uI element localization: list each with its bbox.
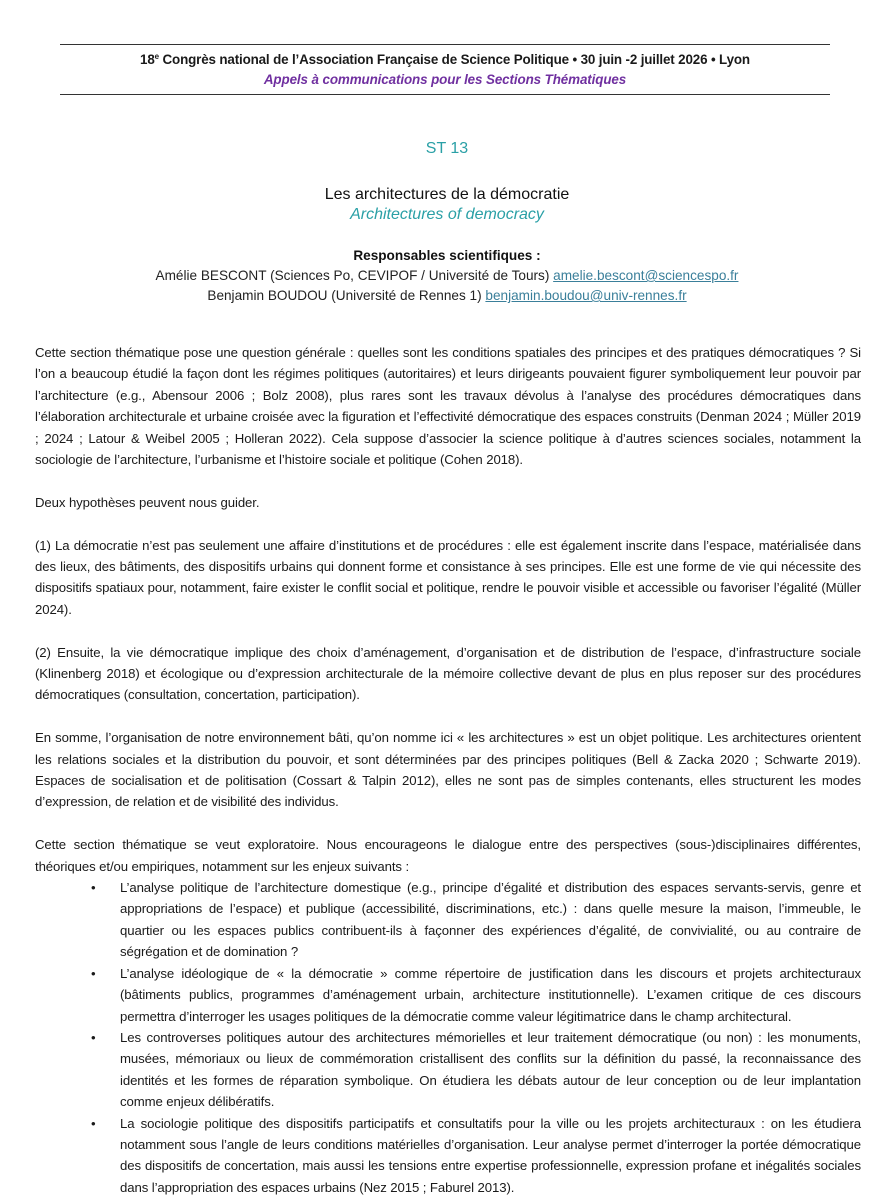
bullet-icon: •	[91, 1115, 96, 1131]
paragraph-hypothesis-1: (1) La démocratie n’est pas seulement une affaire d’institutions et de procédures : elle est également inscrite dans l’espace, matérialisée dans des lieux, des bâtiments, des dispositifs urbains qui donnent forme et consistance à ses principes. Elle est une forme de vie qui nécessite des dispositifs spatiaux pour, notamment, faire exister le conflit social et politique, rendre le pouvoir visible et accessible ou favoriser l’égalité (Müller 2024).	[35, 537, 861, 617]
paragraph-hypotheses-lead: Deux hypothèses peuvent nous guider.	[35, 494, 260, 510]
list-item-text: Les controverses politiques autour des architectures mémorielles et leur traitement démocratique (ou non) : les monuments, musées, mémoriaux ou lieux de commémoration cristallisent des conflits sur la définition du passé, la reconnaissance des identités et les formes de réparation symbolique. On étudiera les débats autour de leur conception ou de leur implantation comme enjeux délibératifs.	[120, 1029, 861, 1110]
bullet-icon: •	[91, 1029, 96, 1045]
list-item	[35, 877, 861, 963]
paragraph-hypothesis-2: (2) Ensuite, la vie démocratique implique des choix d’aménagement, d’organisation et de distribution de l’espace, d’infrastructure sociale (Klinenberg 2018) et écologique ou d’expression architecturale de la mémoire collective devant de plus en plus reposer sur des procédures démocratiques (consultation, concertation, participation).	[35, 644, 861, 703]
paragraph-intro: Cette section thématique pose une question générale : quelles sont les conditions spatiales des principes et des pratiques démocratiques ? Si l’on a beaucoup étudié la façon dont les régimes politiques (autoritaires) et leurs dirigeants pouvaient figurer symboliquement leur pouvoir par l’architecture (e.g., Abensour 2006 ; Bolz 2008), plus rares sont les travaux dévolus à l’analyse des procédures démocratiques dans l’élaboration architecturale et urbaine croisée avec la figuration et l’effectivité démocratique des espaces construits (Denman 2024 ; Müller 2019 ; 2024 ; Latour & Weibel 2005 ; Holleran 2022). Cela suppose d’associer la science politique à d’autres sciences sociales, notamment la sociologie de l’architecture, l’urbanisme et l’histoire sociale et politique (Cohen 2018).	[35, 345, 861, 468]
section-code: ST 13	[425, 140, 469, 157]
organizer-email-link[interactable]: benjamin.boudou@univ-rennes.fr	[485, 288, 687, 303]
list-item-text: L’analyse politique de l’architecture domestique (e.g., principe d’égalité et distribution des espaces servants-servis, genre et appropriations de l’espace) et publique (accessibilité, discriminations, etc.) : dans quelle mesure la maison, l’immeuble, le quartier ou les espaces publics contribuent-ils à façonner des expériences d’égalité, de convivialité, ou au contraire de ségrégation et de domination ?	[120, 880, 861, 960]
organizer-2	[0, 286, 894, 306]
list-item-text: La sociologie politique des dispositifs participatifs et consultatifs pour la ville ou les projets architecturaux : on les étudiera notamment sous l’angle de leurs conditions matérielles d’organisation. Leur analyse permet d’interroger la portée démocratique des dispositifs de concertation, mais aussi les tensions entre expertise professionnelle, expression profane et inégalités sociales dans l’appropriation des espaces urbains (Nez 2015 ; Faburel 2013).	[120, 1115, 861, 1195]
document-header	[60, 44, 830, 95]
bullet-icon: •	[91, 880, 96, 896]
organizer-email-link[interactable]: amelie.bescont@sciencespo.fr	[553, 268, 739, 283]
list-item	[35, 1027, 861, 1113]
section-title-en: Architectures of democracy	[350, 206, 544, 223]
topics-list	[35, 877, 861, 1198]
conference-ordinal: 18	[140, 52, 155, 67]
bullet-icon: •	[91, 965, 96, 981]
organizers-label: Responsables scientifiques :	[353, 248, 541, 263]
section-title-fr: Les architectures de la démocratie	[324, 186, 570, 203]
calls-subtitle: Appels à communications pour les Sections Thématiques	[263, 72, 627, 87]
document-body	[35, 342, 861, 1198]
paragraph-summary: En somme, l’organisation de notre environnement bâti, qu’on nomme ici « les architectures » est un objet politique. Les architectures orientent les relations sociales et la distribution du pouvoir, et sont déterminées par des principes politiques (Bell & Zacka 2020 ; Schwarte 2019). Espaces de socialisation et de politisation (Cossart & Talpin 2012), elles ne sont pas de simples contenants, elles structurent les modes d’expression, de relation et de visibilité des individus.	[35, 730, 861, 810]
organizer-1	[0, 266, 894, 286]
conference-title	[60, 50, 830, 70]
list-item-text: L’analyse idéologique de « la démocratie » comme répertoire de justification dans les discours et projets architecturaux (bâtiments publics, programmes d’aménagement urbain, architecture institutionnelle). L’examen critique de ces discours permettra d’interroger les usages politiques de la démocratie comme valeur légitimatrice dans le champ architectural.	[120, 965, 861, 1024]
list-item	[35, 1113, 861, 1198]
paragraph-exploratory: Cette section thématique se veut exploratoire. Nous encourageons le dialogue entre des perspectives (sous-)disciplinaires différentes, théoriques et/ou empiriques, notamment sur les enjeux suivants :	[35, 837, 861, 874]
list-item	[35, 963, 861, 1027]
ordinal-suffix: e	[154, 52, 159, 61]
organizer-name: Amélie BESCONT (Sciences Po, CEVIPOF / Université de Tours)	[155, 268, 554, 283]
organizer-name: Benjamin BOUDOU (Université de Rennes 1)	[207, 288, 486, 303]
conference-details: Congrès national de l’Association Française de Science Politique • 30 juin -2 juillet 2026 • Lyon	[158, 52, 750, 67]
